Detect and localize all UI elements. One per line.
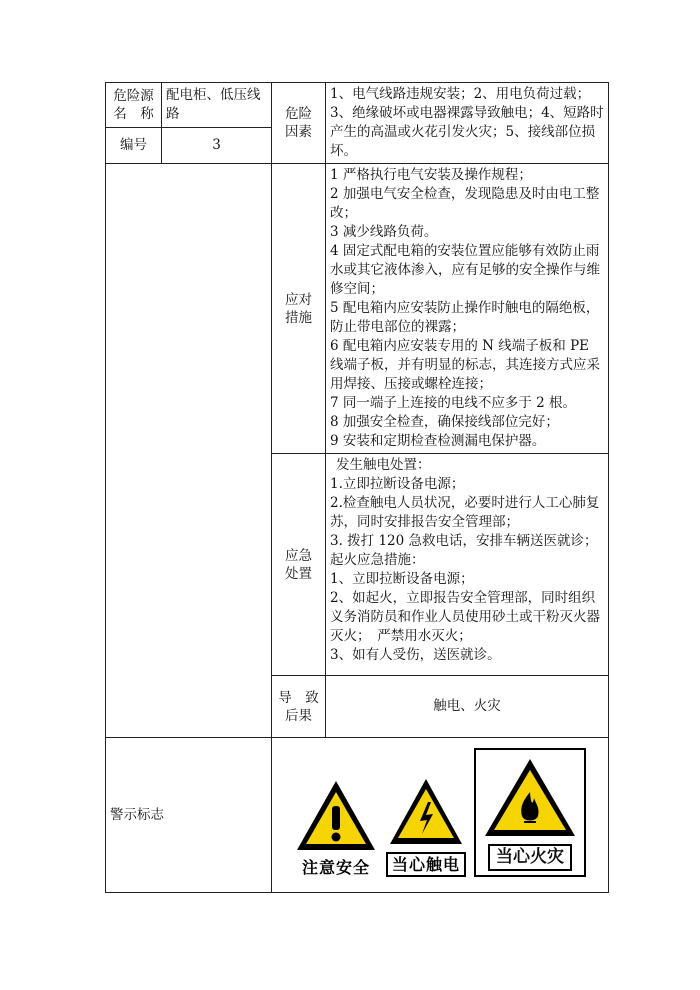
warning-signs-cell xyxy=(272,738,609,893)
sign-caption: 注意安全 xyxy=(301,858,370,877)
hazard-factor-text: 1、电气线路违规安装；2、用电负荷过载；3、绝缘破坏或电器裸露导致触电；4、短路时产生的高温或火花引发火灾；5、接线部位损坏。 xyxy=(330,86,604,159)
hazard-factor-label-cell xyxy=(272,83,326,164)
hazard-source-label: 危险源 名 称 xyxy=(113,88,154,123)
measure-item: 9 安装和定期检查检测漏电保护器。 xyxy=(330,433,546,449)
sign-electric xyxy=(386,776,466,877)
consequence-value-cell xyxy=(326,676,609,738)
number-label-cell xyxy=(106,128,162,164)
warning-label-cell xyxy=(106,738,272,893)
measures-label: 应对 措施 xyxy=(285,291,312,326)
hazard-factor-cell xyxy=(326,83,609,164)
measure-item: 5 配电箱内应安装防止操作时触电的隔绝板，防止带电部位的裸露； xyxy=(330,300,600,335)
emergency-item: 发生触电处置： xyxy=(336,457,431,473)
emergency-label-cell xyxy=(272,454,326,676)
sign-caption: 当心触电 xyxy=(386,852,466,877)
measures-label-cell xyxy=(272,164,326,454)
emergency-item: 1、立即拉断设备电源； xyxy=(330,571,474,587)
measure-item: 1 严格执行电气安装及操作规程； xyxy=(330,167,532,183)
measure-item: 3 减少线路负荷。 xyxy=(330,224,438,240)
fire-warning-icon xyxy=(482,756,578,840)
hazard-identification-table xyxy=(105,82,609,893)
emergency-item: 2、如起火，立即报告安全管理部，同时组织义务消防员和作业人员使用砂土或干粉灭火器灭火； 严禁用水灭火； xyxy=(330,590,600,644)
sign-caution xyxy=(294,778,378,877)
measures-list xyxy=(326,164,609,454)
measure-item: 4 固定式配电箱的安装位置应能够有效防止雨水或其它液体渗入，应有足够的安全操作与维修空间； xyxy=(330,243,600,297)
sign-caption: 当心火灾 xyxy=(488,844,572,871)
sign-fire xyxy=(474,748,586,877)
emergency-label: 应急 处置 xyxy=(285,547,312,582)
emergency-item: 2.检查触电人员状况，必要时进行人工心肺复苏，同时安排报告安全管理部； xyxy=(330,495,600,530)
hazard-source-value: 配电柜、低压线路 xyxy=(166,87,261,123)
hazard-source-label-cell xyxy=(106,83,162,128)
measure-item: 6 配电箱内应安装专用的 N 线端子板和 PE 线端子板，并有明显的标志，其连接方式应采用焊接、压接或螺栓连接； xyxy=(330,338,600,392)
number-value: 3 xyxy=(212,137,221,154)
emergency-list xyxy=(326,454,609,676)
consequence-label-cell xyxy=(272,676,326,738)
blank-left-cell xyxy=(106,164,272,738)
electric-shock-warning-icon xyxy=(387,776,465,848)
emergency-item: 3、如有人受伤，送医就诊。 xyxy=(330,647,501,663)
measure-item: 8 加强安全检查，确保接线部位完好； xyxy=(330,414,559,430)
measure-item: 7 同一端子上连接的电线不应多于 2 根。 xyxy=(330,395,577,411)
hazard-factor-label: 危险 因素 xyxy=(285,106,312,140)
consequence-label: 导 致 后果 xyxy=(278,689,319,724)
measure-item: 2 加强电气安全检查，发现隐患及时由电工整改； xyxy=(330,186,600,221)
hazard-source-value-cell xyxy=(162,83,272,128)
number-label: 编号 xyxy=(120,137,147,154)
emergency-item: 起火应急措施： xyxy=(330,552,425,568)
warning-label: 警示标志 xyxy=(110,806,164,823)
emergency-item: 1.立即拉断设备电源； xyxy=(330,476,465,492)
emergency-item: 3. 拨打 120 急救电话，安排车辆送医就诊； xyxy=(330,533,598,549)
consequence-value: 触电、火灾 xyxy=(433,698,501,714)
exclamation-warning-icon xyxy=(294,778,378,854)
number-value-cell xyxy=(162,128,272,164)
